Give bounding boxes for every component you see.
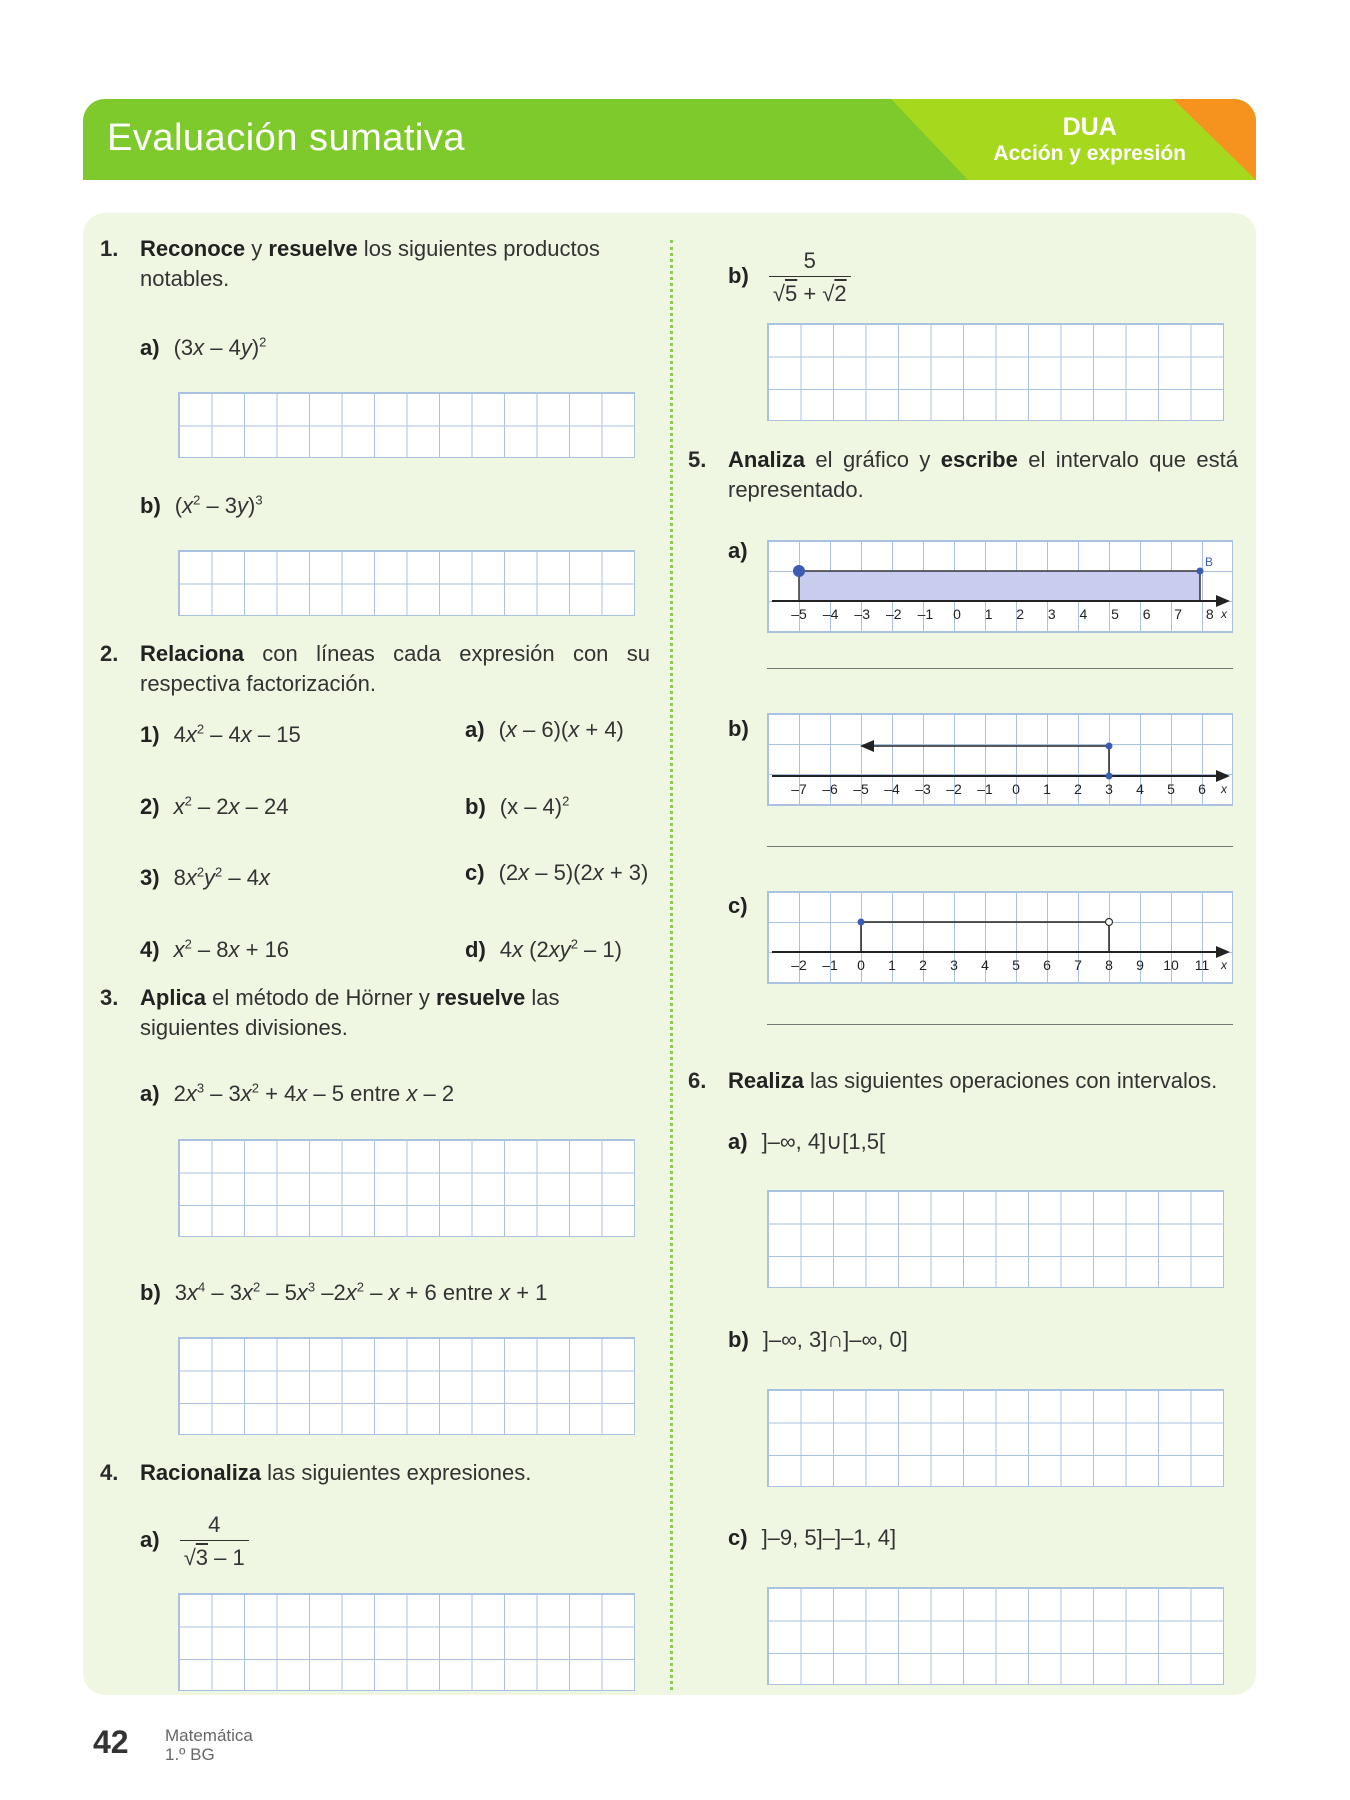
section-header (83, 99, 1256, 180)
tick-label: 3 (1105, 781, 1113, 797)
page-number: 42 (93, 1724, 129, 1760)
tick-label: –5 (853, 781, 869, 797)
q4-prompt: Racionaliza las siguientes expresiones. (140, 1460, 532, 1485)
q1-prompt: Reconoce y resuelve los siguientes productos notables. (140, 236, 600, 291)
q6-number: 6. (688, 1068, 707, 1093)
q1-item-a: a) (3x – 4y)$^2$ (140, 335, 267, 361)
q2-left-3: 3) $8x^2y^2 - 4x$ (140, 865, 270, 891)
tick-label: –2 (946, 781, 962, 797)
tick-label: 1 (888, 957, 896, 973)
tick-label: 4 (981, 957, 989, 973)
tick-label: 3 (950, 957, 958, 973)
q3-number: 3. (100, 985, 119, 1010)
axis-label: x (1221, 958, 1227, 972)
q5-number-line-a (767, 540, 1233, 633)
q5-prompt: Analiza el gráfico y escribe el intervalo que está representado. (728, 447, 1238, 502)
tick-label: 0 (857, 957, 865, 973)
q5-answer-line-b[interactable] (767, 846, 1233, 847)
tick-label: –6 (822, 781, 838, 797)
tick-label: 3 (1047, 606, 1056, 622)
column-divider (670, 240, 673, 1690)
q3-item-b: b) $3x^4 - 3x^2 - 5x^3$ $-2x^2 - x + 6$ entre x + 1 (140, 1280, 548, 1306)
tick-label: –4 (884, 781, 900, 797)
q1-answer-grid-a[interactable] (178, 392, 635, 458)
subject-name: Matemática (165, 1726, 253, 1745)
q4-item-b: b) $\frac{5}{√5 + √2}$ (728, 246, 851, 309)
tick-label: 4 (1136, 781, 1144, 797)
tick-label: 7 (1174, 606, 1183, 622)
axis-label: x (1221, 607, 1227, 621)
q4-answer-grid-b[interactable] (767, 323, 1224, 421)
q5-item-b-label: b) (728, 716, 749, 741)
q2-right-a: a) (x – 6)(x + 4) (465, 717, 624, 742)
tick-label: –1 (977, 781, 993, 797)
page-title: Evaluación sumativa (107, 117, 466, 159)
tick-label: 0 (953, 606, 961, 622)
q2-right-d: d) 4x $(2xy^2 - 1)$ (465, 937, 622, 963)
q5-number: 5. (688, 447, 707, 472)
q2-left-4: 4) $x^2 - 8x + 16$ (140, 937, 290, 963)
q3-prompt: Aplica el método de Hörner y resuelve las siguientes divisiones. (140, 985, 560, 1040)
q5-answer-line-a[interactable] (767, 668, 1233, 669)
q5-number-line-c (767, 891, 1233, 984)
tick-label: 2 (1074, 781, 1082, 797)
q2-right-b: b) (x – 4)$^2$ (465, 794, 570, 820)
tick-label: 2 (919, 957, 927, 973)
q1-answer-grid-b[interactable] (178, 550, 635, 616)
tick-label: 5 (1012, 957, 1020, 973)
tick-label: 6 (1198, 781, 1206, 797)
tick-label: –7 (791, 781, 807, 797)
q4-number: 4. (100, 1460, 119, 1485)
tick-label: –1 (822, 957, 838, 973)
q5-answer-line-c[interactable] (767, 1024, 1233, 1025)
q6-item-a: a) ]–∞, 4]∪[1,5[ (728, 1129, 886, 1154)
q4-answer-grid-a[interactable] (178, 1593, 635, 1691)
tick-label: –5 (791, 606, 807, 622)
tick-label: 7 (1074, 957, 1082, 973)
tick-label: 1 (1043, 781, 1051, 797)
q2-prompt: Relaciona con líneas cada expresión con su respectiva factorización. (140, 641, 650, 696)
q3-answer-grid-b[interactable] (178, 1337, 635, 1435)
q6-answer-grid-c[interactable] (767, 1587, 1224, 1685)
tick-label: 1 (984, 606, 993, 622)
q3-answer-grid-a[interactable] (178, 1139, 635, 1237)
footer-subject (165, 1726, 253, 1764)
tick-label: 0 (1012, 781, 1020, 797)
tick-label: –3 (854, 606, 870, 622)
q5-number-line-b (767, 713, 1233, 806)
q3-item-a: a) $2x^3 - 3x^2 + 4x - 5$ entre x – 2 (140, 1081, 455, 1107)
tick-label: –1 (917, 606, 934, 622)
tick-label: 5 (1111, 606, 1119, 622)
q5-item-a-label: a) (728, 538, 748, 563)
tick-label: 9 (1136, 957, 1144, 973)
dua-badge (993, 113, 1186, 167)
q4-fraction-a: $\frac{4}{√3 - 1}$ (180, 1510, 249, 1573)
point-b-label: B (1205, 555, 1214, 569)
q6-answer-grid-b[interactable] (767, 1389, 1224, 1487)
q6-prompt: Realiza las siguientes operaciones con intervalos. (728, 1068, 1218, 1093)
tick-label: 4 (1079, 606, 1088, 622)
q6-item-b: b) ]–∞, 3]∩]–∞, 0] (728, 1327, 908, 1352)
q2-left-2: 2) $x^2 - 2x - 24$ (140, 794, 289, 820)
q2-number: 2. (100, 641, 119, 666)
tick-label: –2 (791, 957, 807, 973)
tick-label: 11 (1194, 957, 1210, 973)
tick-label: 2 (1016, 606, 1025, 622)
axis-label: x (1221, 782, 1227, 796)
tick-label: 8 (1205, 606, 1214, 622)
grade-level: 1.º BG (165, 1745, 215, 1764)
q2-left-1: 1) $4x^2 - 4x - 15$ (140, 722, 301, 748)
q6-answer-grid-a[interactable] (767, 1190, 1224, 1288)
badge-subtitle: Acción y expresión (993, 142, 1186, 165)
q4-item-a: a) $\frac{4}{√3 - 1}$ (140, 1510, 249, 1573)
tick-label: 8 (1105, 957, 1113, 973)
tick-label: 6 (1142, 606, 1151, 622)
tick-label: –3 (915, 781, 931, 797)
tick-label: 5 (1167, 781, 1175, 797)
badge-title: DUA (1062, 113, 1117, 141)
tick-label: 10 (1163, 957, 1179, 973)
tick-label: 6 (1043, 957, 1051, 973)
q2-right-c: c) (2x – 5)(2x + 3) (465, 860, 649, 885)
q4-fraction-b: $\frac{5}{√5 + √2}$ (769, 246, 851, 309)
q6-item-c: c) ]–9, 5]–]–1, 4] (728, 1525, 897, 1550)
q1-item-b: b) $(x^2 - 3y)^3$ (140, 493, 263, 519)
q1-number: 1. (100, 236, 119, 261)
q5-item-c-label: c) (728, 893, 748, 918)
tick-label: –2 (886, 606, 902, 622)
tick-label: –4 (822, 606, 839, 622)
